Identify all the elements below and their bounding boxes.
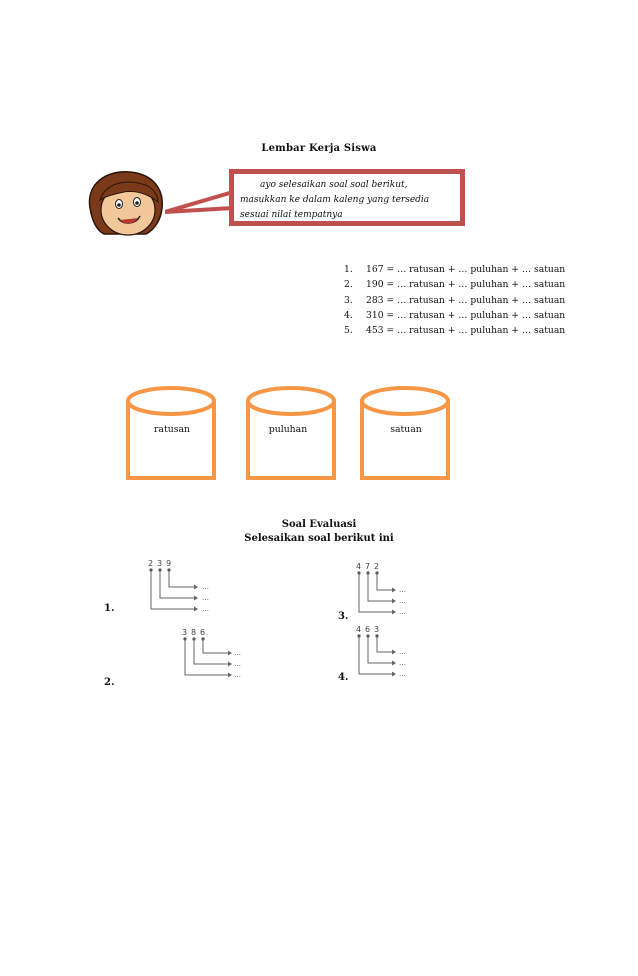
place-value-diagram bbox=[352, 560, 432, 620]
blank: … bbox=[399, 608, 406, 616]
problem-item: 2. 190 = … ratusan + … puluhan + … satuan bbox=[344, 279, 566, 291]
digit: 2 bbox=[374, 562, 380, 571]
page-title: Lembar Kerja Siswa bbox=[261, 143, 377, 154]
eval-number: 4. bbox=[338, 672, 349, 683]
problem-list bbox=[344, 262, 565, 338]
blank: … bbox=[234, 660, 241, 668]
blank: … bbox=[399, 659, 406, 667]
digit: 2 bbox=[148, 559, 154, 568]
girl-face-icon bbox=[84, 168, 176, 240]
digit: 4 bbox=[356, 625, 362, 634]
evaluation-subtitle: Selesaikan soal berikut ini bbox=[244, 533, 394, 544]
digit: 4 bbox=[356, 562, 362, 571]
eval-number: 3. bbox=[338, 611, 349, 622]
eval-number: 2. bbox=[104, 677, 115, 688]
place-value-diagram bbox=[178, 626, 258, 686]
blank: … bbox=[234, 649, 241, 657]
blank: … bbox=[399, 586, 406, 594]
problem-item: 5. 453 = … ratusan + … puluhan + … satuan bbox=[344, 325, 566, 337]
speech-bubble-text: ayo selesaikan soal soal berikut, masukkan ke dalam kaleng yang tersedia sesuai nilai tempatnya bbox=[240, 180, 430, 220]
digit: 7 bbox=[365, 562, 371, 571]
evaluation-title: Soal Evaluasi bbox=[281, 519, 357, 530]
blank: … bbox=[202, 594, 209, 602]
evaluation-heading bbox=[0, 518, 638, 546]
digit: 3 bbox=[374, 625, 380, 634]
digit: 6 bbox=[365, 625, 371, 634]
problem-item: 4. 310 = … ratusan + … puluhan + … satuan bbox=[344, 309, 566, 321]
can-label-puluhan: puluhan bbox=[268, 424, 308, 435]
can-label-satuan: satuan bbox=[390, 424, 422, 435]
speech-bubble-tail bbox=[165, 188, 235, 218]
blank: … bbox=[202, 605, 209, 613]
speech-bubble bbox=[229, 169, 465, 226]
digit: 3 bbox=[157, 559, 163, 568]
digit: 3 bbox=[182, 628, 188, 637]
blank: … bbox=[399, 597, 406, 605]
digit: 8 bbox=[191, 628, 197, 637]
blank: … bbox=[202, 583, 209, 591]
problem-item: 3. 283 = … ratusan + … puluhan + … satuan bbox=[344, 294, 566, 306]
blank: … bbox=[399, 648, 406, 656]
digit: 6 bbox=[200, 628, 206, 637]
place-value-diagram bbox=[352, 623, 432, 683]
eval-number: 1. bbox=[104, 603, 115, 614]
digit: 9 bbox=[166, 559, 172, 568]
blank: … bbox=[399, 670, 406, 678]
problem-item: 1. 167 = … ratusan + … puluhan + … satuan bbox=[344, 264, 566, 275]
can-label-ratusan: ratusan bbox=[153, 424, 190, 435]
blank: … bbox=[234, 671, 241, 679]
place-value-diagram bbox=[144, 557, 224, 617]
